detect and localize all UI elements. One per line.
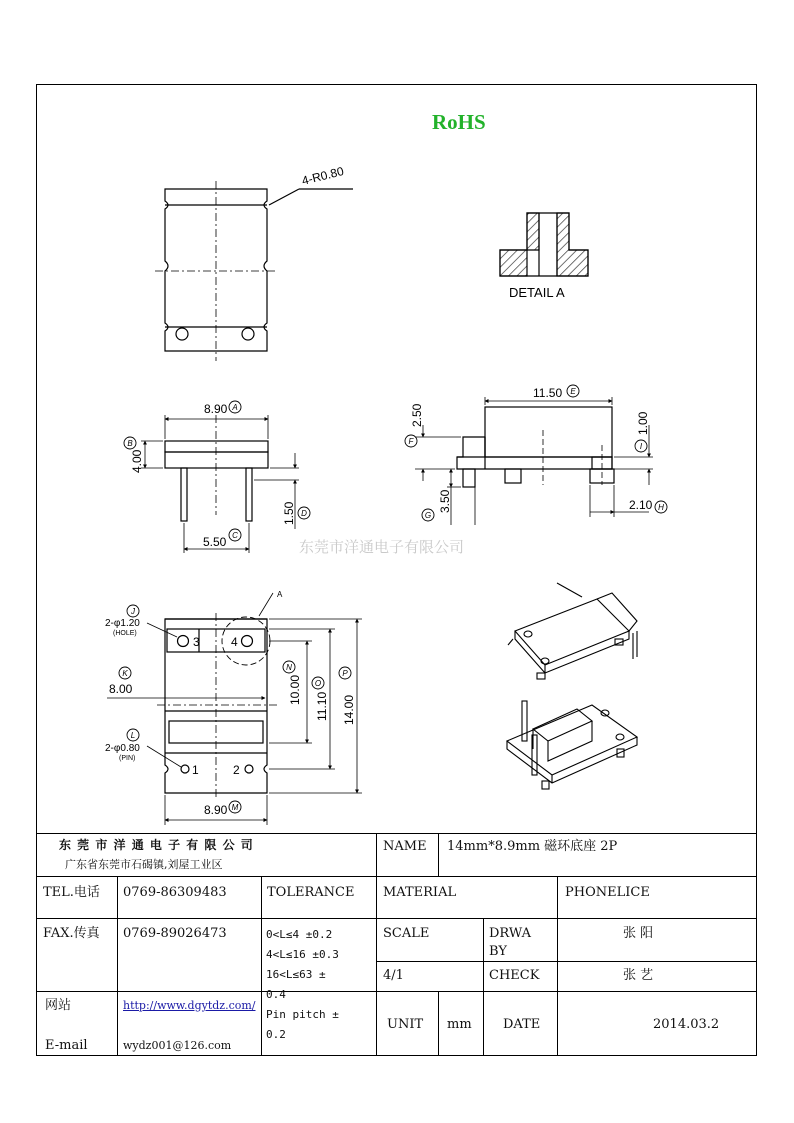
material-value: PHONELICE: [565, 885, 650, 900]
dim-top-width: 8.90: [204, 402, 228, 416]
dim-side-length: 11.50: [533, 386, 563, 400]
dim-bottom-width: 8.90: [204, 803, 228, 817]
technical-drawing: [37, 85, 758, 830]
balloon-k: K: [122, 669, 128, 678]
dim-height: 4.00: [130, 449, 144, 473]
pin-sub-label: (PIN): [119, 755, 136, 762]
detail-a-label: DETAIL A: [509, 285, 565, 300]
drawn-by-label: DRWA: [489, 926, 532, 941]
website-link[interactable]: [123, 997, 256, 1014]
balloon-o: O: [314, 679, 322, 688]
fax-value: 0769-89026473: [123, 926, 227, 941]
dim-pin-standoff: 1.50: [282, 501, 296, 525]
dim-pin-row-spacing: 10.00: [288, 674, 302, 705]
balloon-n: N: [286, 663, 292, 672]
drawn-by-label-2: BY: [489, 944, 507, 959]
tel-value: 0769-86309483: [123, 885, 227, 900]
hole-label: 2-φ1.20: [105, 618, 140, 629]
balloon-j: J: [131, 607, 135, 616]
email-value: wydz001@126.com: [123, 1039, 232, 1052]
tel-label: TEL.电话: [43, 885, 100, 900]
tolerance-line-6: 0.2: [266, 1028, 286, 1041]
balloon-d: D: [301, 509, 307, 518]
material-label: MATERIAL: [383, 885, 457, 900]
isometric-view-bottom: [507, 701, 637, 789]
dim-foot-width: 2.10: [629, 498, 653, 512]
rohs-mark: RoHS: [432, 110, 486, 134]
fax-label: FAX.传真: [43, 926, 100, 941]
unit-value: mm: [447, 1017, 472, 1032]
tolerance-line-5: Pin pitch ±: [266, 1008, 339, 1021]
dim-base-thickness: 1.00: [636, 411, 650, 435]
website-label: 网站: [45, 998, 72, 1013]
drawn-by-value: 张 阳: [623, 926, 654, 941]
email-label: E-mail: [45, 1038, 88, 1053]
tolerance-line-3: 16<L≤63 ±: [266, 968, 326, 981]
pin-number-2: 2: [233, 763, 240, 777]
name-label: NAME: [383, 839, 427, 854]
tolerance-label: TOLERANCE: [267, 885, 355, 900]
dim-side-height: 2.50: [410, 403, 424, 427]
company-name: 东 莞 市 洋 通 电 子 有 限 公 司: [59, 838, 254, 852]
pin-label: 2-φ0.80: [105, 743, 140, 754]
dim-pin-pitch: 5.50: [203, 535, 227, 549]
unit-label: UNIT: [387, 1017, 424, 1032]
balloon-f: F: [408, 437, 414, 446]
balloon-i: I: [639, 442, 643, 451]
company-address: 广东省东莞市石碣镇,刘屋工业区: [65, 858, 223, 871]
tolerance-line-2: 4<L≤16 ±0.3: [266, 948, 339, 961]
balloon-l: L: [130, 731, 136, 740]
date-label: DATE: [503, 1017, 541, 1032]
detail-callout-label: A: [277, 590, 283, 599]
detail-a-section: [500, 213, 588, 276]
balloon-e: E: [570, 387, 576, 396]
website-url[interactable]: http://www.dgytdz.com/: [123, 999, 256, 1012]
check-value: 张 艺: [623, 968, 654, 983]
scale-label: SCALE: [383, 926, 430, 941]
hole-sub-label: (HOLE): [113, 630, 137, 637]
balloon-g: G: [424, 511, 432, 520]
balloon-h: H: [658, 503, 664, 512]
scale-value: 4/1: [383, 968, 404, 983]
dim-total-length: 14.00: [342, 694, 356, 725]
tolerance-line-1: 0<L≤4 ±0.2: [266, 928, 333, 941]
company-watermark: 东莞市洋通电子有限公司: [299, 538, 465, 556]
tolerance-table: [266, 925, 339, 1045]
title-block: [37, 833, 756, 1055]
check-label: CHECK: [489, 968, 540, 983]
dim-pin-length: 3.50: [438, 489, 452, 513]
dim-inner-length: 11.10: [315, 691, 329, 721]
balloon-m: M: [231, 803, 239, 812]
pin-number-4: 4: [231, 635, 238, 649]
tolerance-line-4: 0.4: [266, 988, 286, 1001]
dim-offset: 8.00: [109, 682, 133, 696]
date-value: 2014.03.2: [653, 1017, 720, 1032]
radius-label: 4-R0.80: [300, 163, 346, 188]
drawing-sheet: [36, 84, 757, 1056]
balloon-b: B: [127, 439, 133, 448]
front-view: [141, 415, 299, 553]
pin-number-3: 3: [193, 635, 200, 649]
top-view: [155, 181, 353, 361]
balloons: [119, 385, 667, 813]
part-name: 14mm*8.9mm 磁环底座 2P: [447, 839, 618, 854]
isometric-view-top: [508, 583, 637, 679]
balloon-c: C: [232, 531, 238, 540]
balloon-a: A: [232, 403, 238, 412]
balloon-p: P: [342, 669, 348, 678]
pin-number-1: 1: [192, 763, 199, 777]
